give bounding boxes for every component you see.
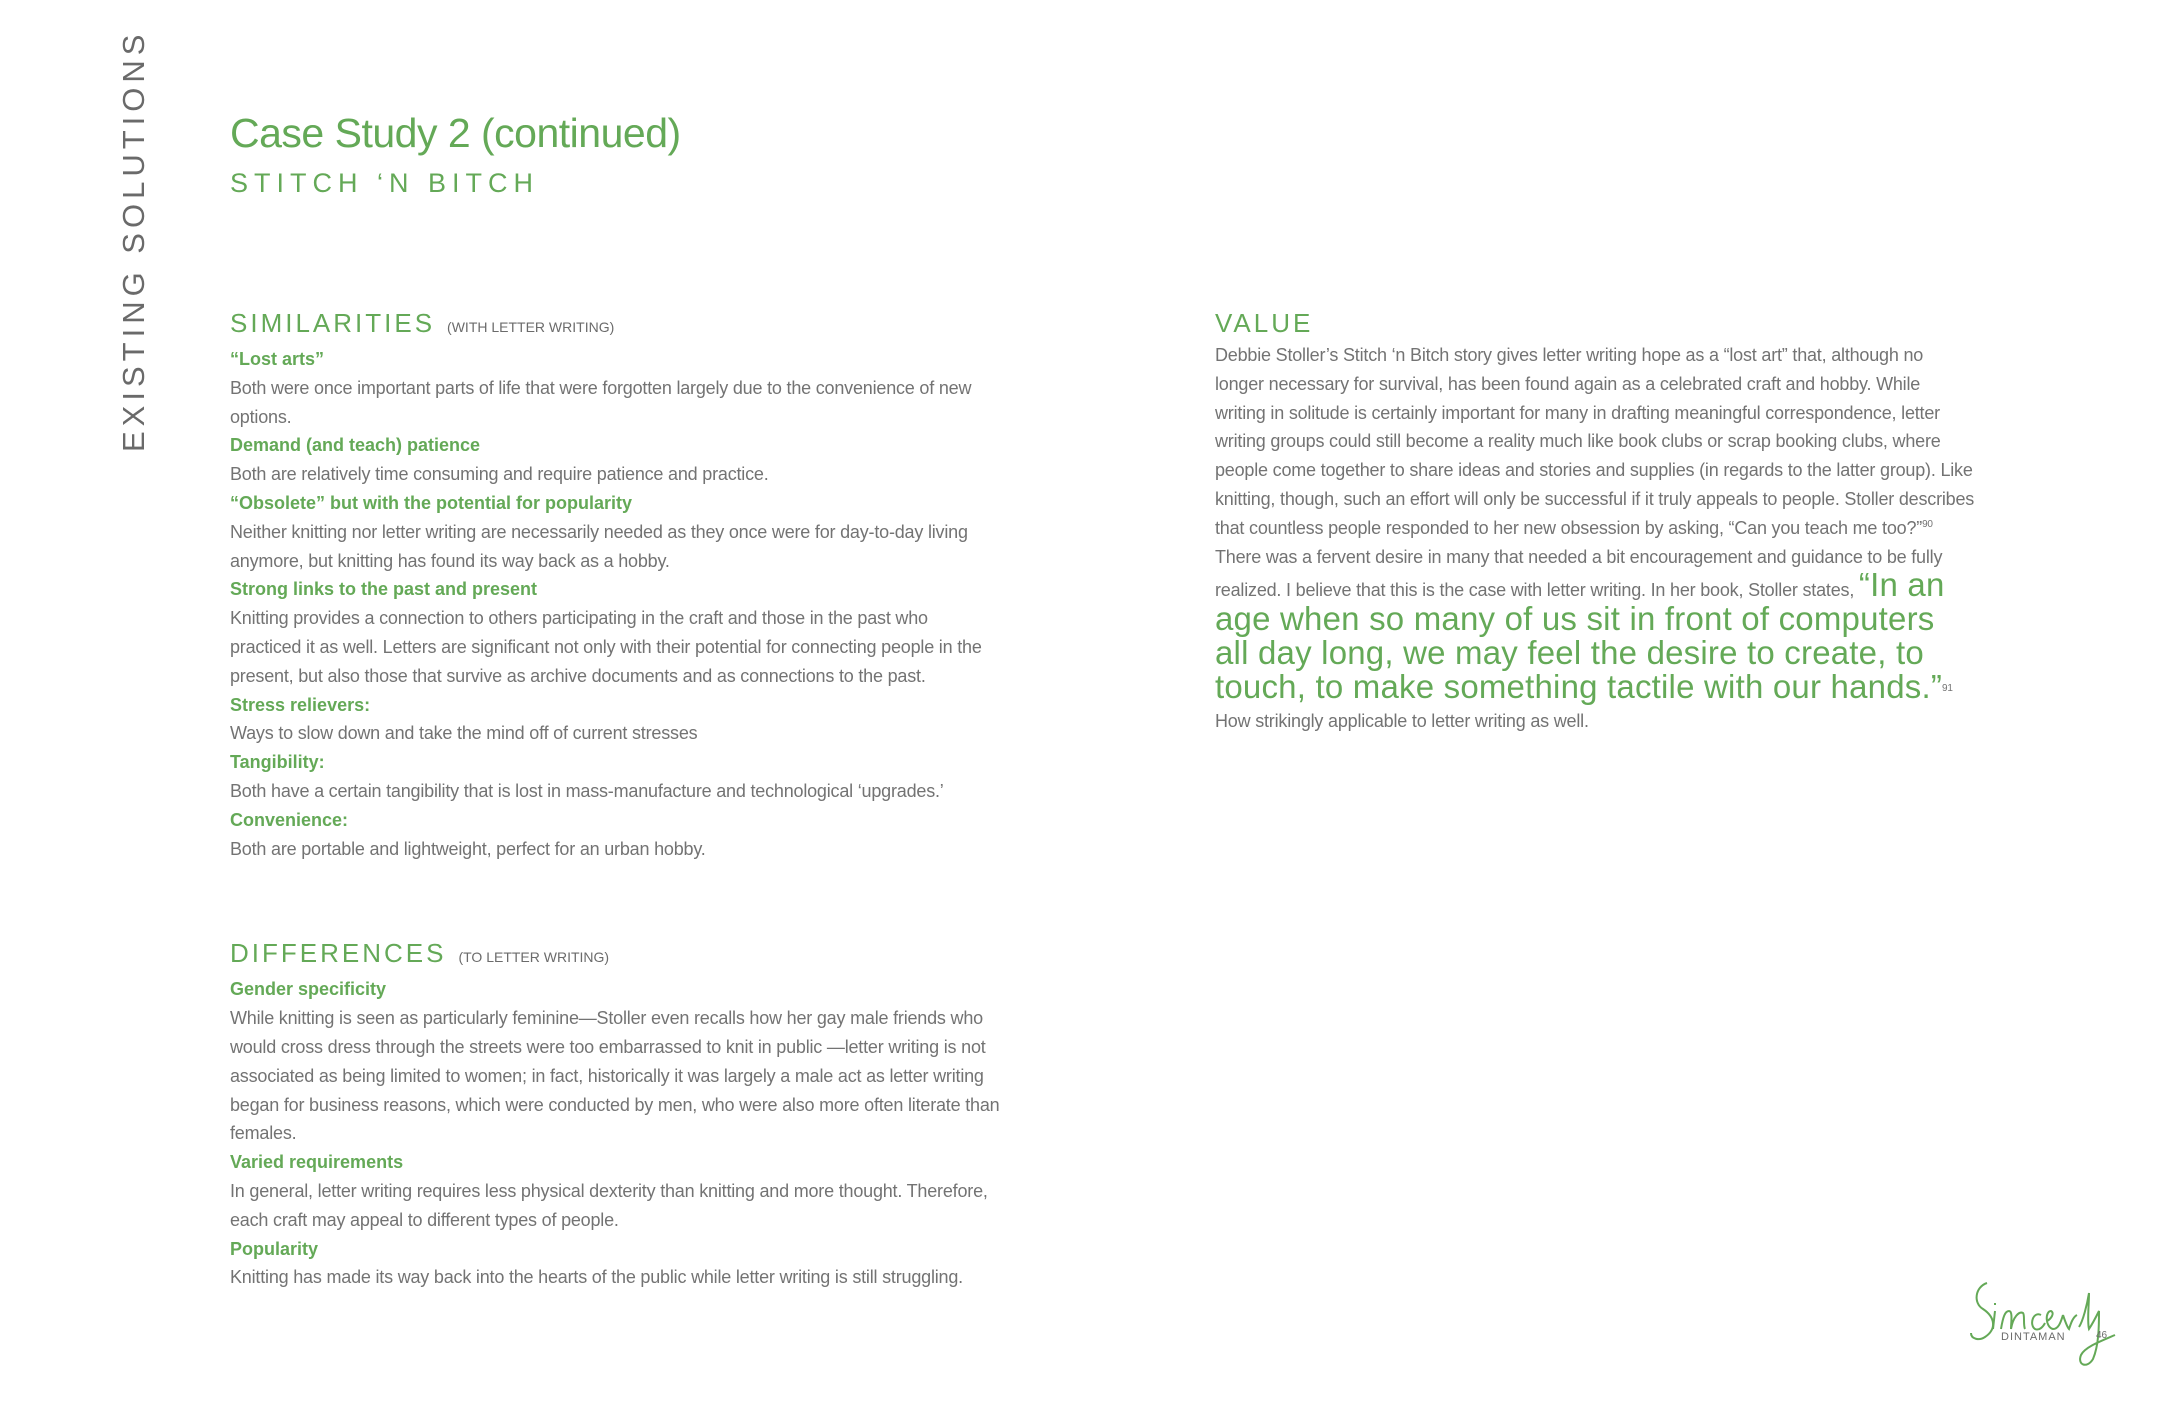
- difference-item: [230, 1235, 1000, 1293]
- similarity-heading: Stress relievers:: [230, 694, 371, 715]
- similarity-body: Both have a certain tangibility that is lost in mass-manufacture and technological ‘upgrades.’: [230, 780, 944, 801]
- author-name: DINTAMAN: [2001, 1331, 2066, 1343]
- similarity-heading: Convenience:: [230, 809, 349, 830]
- value-title: VALUE: [1215, 308, 1314, 338]
- footnote-90: 90: [1922, 518, 1933, 530]
- value-paragraph: [1215, 341, 1975, 707]
- value-text-2: There was a fervent desire in many that needed a bit encouragement and guidance to be fully realized. I believe that this is the case with letter writing. In her book, Stoller states,: [1215, 546, 1943, 601]
- similarity-item: [230, 806, 1000, 864]
- value-text-1: Debbie Stoller’s Stitch ‘n Bitch story gives letter writing hope as a “lost art” that, although no longer necessary for survival, has been found again as a celebrated craft and hobby. While writing in solitude is certainly important for many in drafting meaningful correspondence, letter writing groups could still become a reality much like book clubs or scrap booking clubs, where people come together to share ideas and stories and supplies (in regards to the latter group). Like knitting, though, such an effort will only be successful if it truly appeals to people. Stoller describes that countless people responded to her new obsession by asking, “Can you teach me too?”: [1215, 345, 1975, 538]
- differences-heading: [230, 935, 1000, 975]
- similarity-heading: “Obsolete” but with the potential for popularity: [230, 492, 632, 513]
- difference-body: In general, letter writing requires less physical dexterity than knitting and more thought. Therefore, each craft may appeal to different types of people.: [230, 1180, 988, 1230]
- differences-note: (TO LETTER WRITING): [458, 949, 610, 966]
- similarity-item: [230, 575, 1000, 690]
- difference-heading: Varied requirements: [230, 1152, 404, 1173]
- difference-item: [230, 1148, 1000, 1234]
- sincerely-logo-icon: [1965, 1265, 2125, 1375]
- differences-title: DIFFERENCES: [230, 938, 447, 969]
- page-subtitle: STITCH ‘N BITCH: [230, 168, 539, 198]
- section-side-label: EXISTING SOLUTIONS: [116, 29, 151, 452]
- similarity-item: [230, 691, 1000, 749]
- similarity-body: Knitting provides a connection to others participating in the craft and those in the past who practiced it as well. Letters are significant not only with their potential for connecting people in the present, but also those that survive as archive documents and as connections to the past.: [230, 608, 982, 686]
- similarities-section: [230, 305, 1000, 863]
- similarity-item: [230, 431, 1000, 489]
- pull-quote: “In an age when so many of us sit in front of computers all day long, we may feel the desire to create, to touch, to make something tactile with our hands.”: [1215, 566, 1945, 705]
- similarity-item: [230, 345, 1000, 431]
- difference-heading: Gender specificity: [230, 979, 387, 1000]
- similarities-title: SIMILARITIES: [230, 308, 436, 338]
- similarity-heading: Demand (and teach) patience: [230, 435, 481, 456]
- difference-body: While knitting is seen as particularly feminine—Stoller even recalls how her gay male friends who would cross dress through the streets were too embarrassed to knit in public —letter writing is not associated as being limited to women; in fact, historically it was largely a male act as letter writing began for business reasons, which were conducted by men, who were also more often literate than females.: [230, 1008, 1000, 1144]
- left-column: [230, 305, 1000, 1292]
- similarities-note: (WITH LETTER WRITING): [447, 319, 615, 335]
- similarities-heading: [230, 305, 1000, 345]
- value-closing: How strikingly applicable to letter writing as well.: [1215, 710, 1589, 731]
- similarity-item: [230, 489, 1000, 575]
- value-section: [1215, 305, 1975, 735]
- similarity-heading: “Lost arts”: [230, 349, 325, 369]
- similarity-body: Neither knitting nor letter writing are necessarily needed as they once were for day-to-day living anymore, but knitting has found its way back as a hobby.: [230, 521, 968, 571]
- similarity-item: [230, 748, 1000, 806]
- differences-section: [230, 935, 1000, 1292]
- similarity-heading: Tangibility:: [230, 752, 325, 773]
- page-title: Case Study 2 (continued): [230, 110, 681, 156]
- difference-body: Knitting has made its way back into the hearts of the public while letter writing is still struggling.: [230, 1267, 963, 1288]
- difference-heading: Popularity: [230, 1238, 319, 1259]
- similarity-body: Ways to slow down and take the mind off of current stresses: [230, 723, 698, 744]
- page-number: 46: [2096, 1330, 2108, 1341]
- similarity-body: Both are portable and lightweight, perfect for an urban hobby.: [230, 838, 706, 859]
- footnote-91: 91: [1942, 682, 1953, 694]
- difference-item: [230, 975, 1000, 1148]
- similarity-body: Both were once important parts of life that were forgotten largely due to the convenience of new options.: [230, 377, 972, 427]
- similarity-body: Both are relatively time consuming and require patience and practice.: [230, 464, 769, 485]
- similarity-heading: Strong links to the past and present: [230, 579, 538, 600]
